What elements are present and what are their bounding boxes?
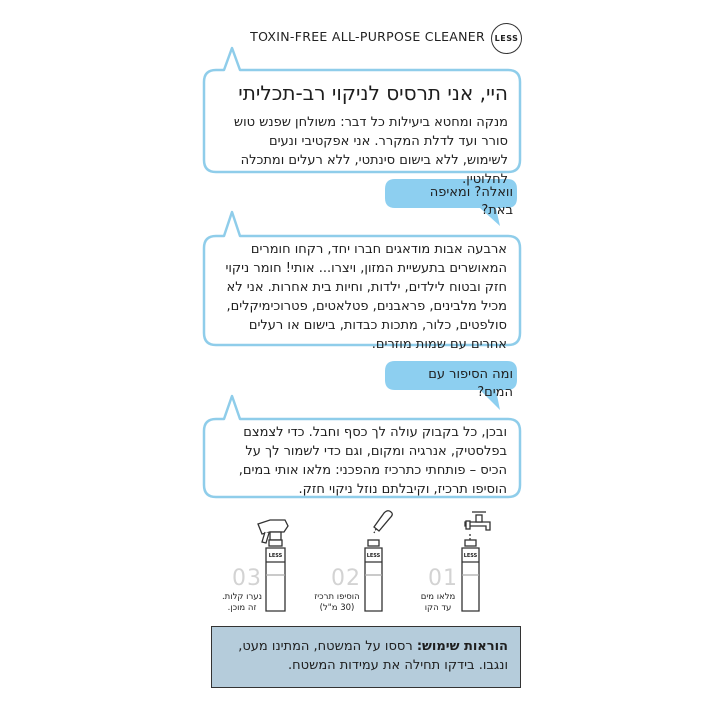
bottle-1-label: LESS: [463, 553, 478, 559]
step-1-label: [414, 592, 462, 614]
bubble-1-body: מנקה ומחטא ביעילות כל דבר: משולחן שפנש טוש סורר ועד לדלת המקרר. אני אפקטיבי ונעים לשימוש, ללא בישום סינתטי, ללא רעלים ומתכלה לחלוטין.: [233, 115, 508, 187]
bubble-3-body: ובכן, כל בקבוק עולה לך כסף וחבל. כדי לצמצם בפלסטיק, אנרגיה ומקום, וגם כדי לשמור לך על הכיס – פותחתי כתרכיז מהפכני: מלאו אותי במים, הוסיפו תרכיז, וקיבלתם נוזל ניקוי חזק.: [238, 425, 507, 497]
bubble-2-body: ארבעה אבות מודאגים חברו יחד, רקחו חומרים המאושרים בתעשיית המזון, ויצרו... אותי! חומר ניקוי חזק ובטוח לילדים, ילדות, וחיות בית אחרות. אני לא מכיל מלבינים, פראבנים, פטלאטים, פטרוכימיקלים, סולפטים, כלור, מתכות כבדות, בישום או רעלים אחרים עם שמות מוזרים.: [225, 242, 507, 352]
step-3-label-line2: זה מוכן.: [227, 603, 257, 613]
step-2-label: [308, 592, 366, 614]
question-2-text: ומה הסיפור עם המים?: [428, 367, 513, 400]
step-2-label-line1: הוסיפו תרכיז: [314, 592, 360, 602]
step-3-label: [218, 592, 266, 614]
step-2-number: 02: [331, 566, 361, 591]
bottle-3-label: LESS: [268, 553, 283, 559]
step-2-label-line2: (30 מ"ל): [319, 603, 355, 613]
bubble-1-title: היי, אני תרסיס לניקוי רב-תכליתי: [238, 81, 508, 105]
less-logo: LESS: [491, 23, 522, 54]
header-title: TOXIN-FREE ALL-PURPOSE CLEANER: [250, 29, 485, 44]
step-1-label-line2: עד הקו: [424, 603, 452, 613]
bottle-2-icon: [365, 540, 382, 611]
usage-instructions-text: רססו על המשטח, המתינו מעט, ונגבו. בידקו תחילה את עמידות המשטח.: [238, 639, 508, 673]
step-1-number: 01: [428, 566, 458, 591]
question-1-text: וואלה? ומאיפה באת?: [429, 185, 513, 218]
step-3-number: 03: [232, 566, 262, 591]
step-3-label-line1: נערו קלות.: [221, 592, 262, 602]
concentrate-tube-icon: [374, 511, 392, 533]
bottle-2-label: LESS: [366, 553, 381, 559]
faucet-icon: [465, 512, 490, 540]
step-1-label-line1: מלאו מים: [420, 592, 456, 602]
usage-instructions-label: הוראות שימוש:: [416, 639, 508, 654]
bottle-1-icon: [462, 540, 479, 611]
usage-instructions-box: [211, 626, 521, 688]
